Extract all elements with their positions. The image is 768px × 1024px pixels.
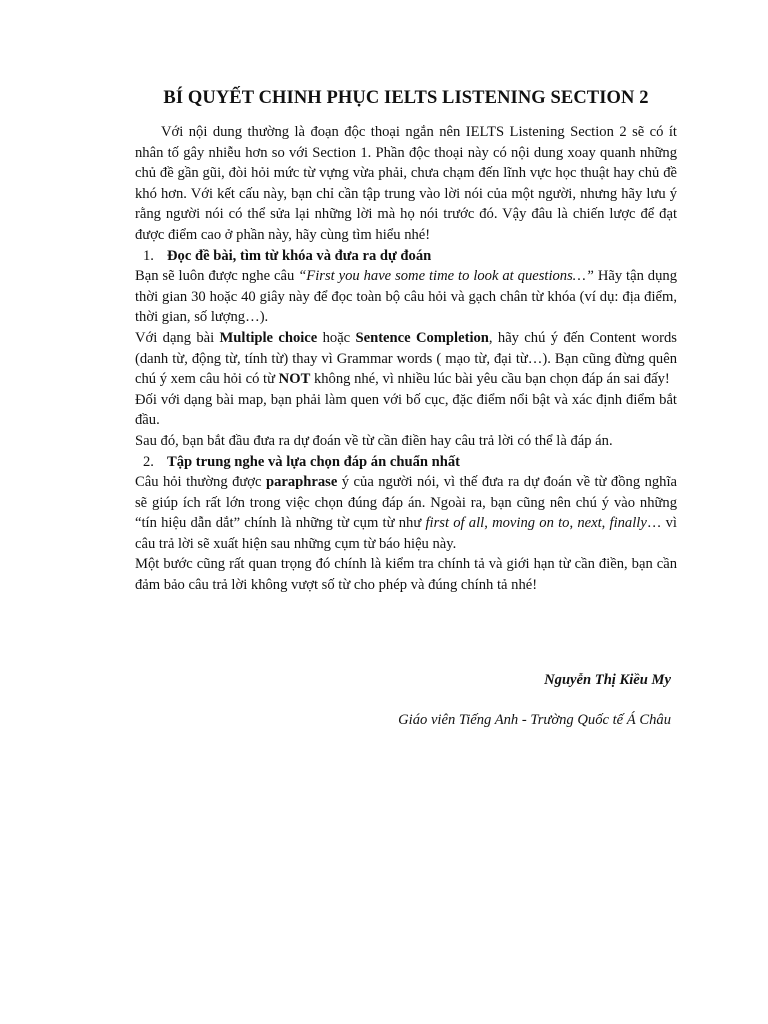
bold-term: paraphrase [265, 474, 338, 491]
section-2-number: 2. [143, 453, 154, 470]
section-1-paragraph-3: Đối với dạng bài map, bạn phải làm quen với bố cục, đặc điểm nổi bật và xác định điểm bắt đầu. [135, 391, 677, 429]
author-name: Nguyễn Thị Kiều My [544, 672, 671, 688]
text-run: Hãy tận dụng thời gian 30 hoặc 40 giây này để đọc toàn bộ câu hỏi và gạch chân từ khóa (ví dụ: địa điểm, thời gian, số lượng…). [135, 268, 677, 326]
intro-paragraph: Với nội dung thường là đoạn độc thoại ngắn nên IELTS Listening Section 2 sẽ có ít nhân tố gây nhiễu hơn so với Section 1. Phần độc thoại này có nội dung xoay quanh những chủ đề gần gũi, đòi hỏi mức từ vựng vừa phải, chưa chạm đến lĩnh vực học thuật hay chủ đề khó hơn. Với kết cấu này, bạn chỉ cần tập trung vào lời nói của một người, nhưng hãy lưu ý rằng người nói có thể sửa lại những lời mà họ nói trước đó. Vậy đâu là chiến lược để đạt được điểm cao ở phần này, hãy cùng tìm hiểu nhé! [135, 124, 677, 243]
section-2-heading [135, 452, 677, 473]
section-2-paragraph-1 [135, 472, 677, 554]
bold-term: Multiple choice [219, 329, 318, 346]
italic-term: first of all [425, 515, 485, 532]
page-title: BÍ QUYẾT CHINH PHỤC IELTS LISTENING SECTION 2 [163, 88, 649, 108]
section-2-paragraph-2: Một bước cũng rất quan trọng đó chính là kiểm tra chính tả và giới hạn từ cần điền, bạn cần đảm bảo câu trả lời không vượt số từ cho phép và đúng chính tả nhé! [135, 556, 677, 594]
section-1-heading [135, 246, 677, 267]
text-run: ý của người nói, vì thế đưa ra dự đoán về từ đồng nghĩa sẽ giúp ích rất lớn trong việc chọn đúng đáp án. Ngoài ra, bạn cũng nên chú ý vào những “tín hiệu dẫn dắt” chính là những từ cụm từ như [135, 474, 677, 532]
text-run: , [569, 515, 578, 532]
bold-term: NOT [278, 371, 311, 388]
bold-term: Sentence Completion [355, 329, 489, 346]
section-1-paragraph-1 [135, 266, 677, 328]
italic-term: next [577, 515, 602, 532]
text-run: hoặc [317, 329, 356, 346]
section-1-paragraph-4: Sau đó, bạn bắt đầu đưa ra dự đoán về từ cần điền hay câu trả lời có thể là đáp án. [135, 432, 613, 449]
text-run: , [484, 515, 493, 532]
document-body [135, 88, 677, 596]
text-run: Bạn sẽ luôn được nghe câu [135, 268, 299, 285]
section-1-heading-text: Đọc đề bài, tìm từ khóa và đưa ra dự đoán [167, 247, 432, 264]
section-2-heading-text: Tập trung nghe và lựa chọn đáp án chuẩn nhất [167, 453, 461, 470]
italic-term: finally [609, 515, 647, 532]
text-run: không nhé, vì nhiều lúc bài yêu cầu bạn chọn đáp án sai đấy! [310, 371, 670, 388]
text-run: … vì câu trả lời sẽ xuất hiện sau những cụm từ báo hiệu này. [135, 515, 677, 552]
text-run: Với dạng bài [135, 329, 220, 346]
section-1-number: 1. [143, 247, 154, 264]
italic-term: moving on to [492, 515, 570, 532]
text-run: Câu hỏi thường được [135, 474, 266, 491]
text-run: , [601, 515, 610, 532]
section-1-paragraph-2 [135, 328, 677, 390]
quote-text: “First you have some time to look at questions…” [298, 268, 594, 285]
text-run: , hãy chú ý đến Content words (danh từ, động từ, tính từ) thay vì Grammar words ( mạo từ, đại từ…). Bạn cũng đừng quên chú ý xem câu hỏi có từ [135, 329, 677, 388]
author-role: Giáo viên Tiếng Anh - Trường Quốc tế Á Châu [398, 712, 671, 728]
